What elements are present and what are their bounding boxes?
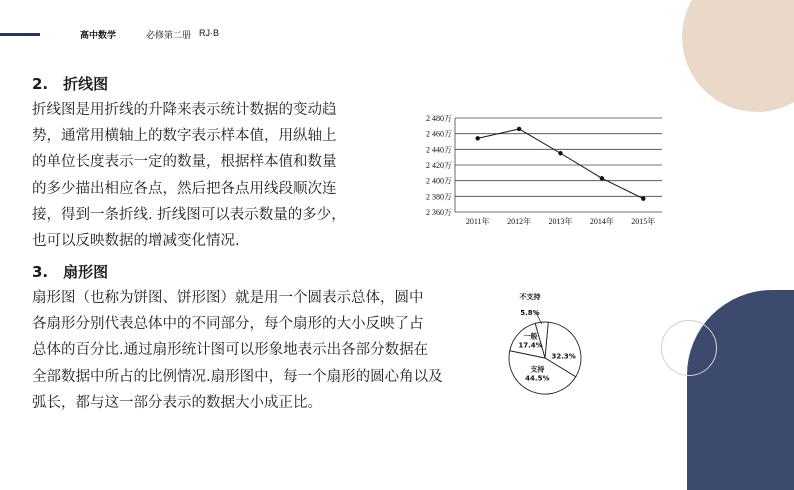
pie-slice-value: 5.8% [520,309,540,317]
x-tick-label: 2014年 [589,217,614,226]
pie-slice-value: 44.5% [525,374,550,383]
header-subject: 高中数学 [80,31,117,41]
pie-slice-label: 一般 [523,332,538,341]
paragraph-line: 接，得到一条折线. 折线图可以表示数量的多少， [32,206,346,223]
x-tick-label: 2011年 [465,217,490,226]
paragraph-line: 也可以反映数据的增减变化情况. [32,233,240,250]
section-heading-line-chart: 2. 折线图 [32,75,109,93]
header-edition: RJ·B [199,28,219,38]
paragraph-line: 总体的百分比.通过扇形统计图可以形象地表示出各部分数据在 [32,342,429,359]
section-heading-pie-chart: 3. 扇形图 [32,263,109,281]
y-tick-label: 2 480万 [426,114,452,123]
paragraph-line: 折线图是用折线的升降来表示统计数据的变动趋 [32,102,337,118]
paragraph-line: 势，通常用横轴上的数字表示样本值，用纵轴上 [32,128,337,145]
x-tick-label: 2015年 [631,217,656,226]
paragraph-line: 的多少描出相应各点，然后把各点用线段顺次连 [32,180,337,197]
paragraph-line: 的单位长度表示一定的数量，根据样本值和数量 [32,154,337,171]
x-tick-label: 2012年 [507,217,532,226]
paragraph-line: 各扇形分别代表总体中的不同部分，每个扇形的大小反映了占 [32,316,424,333]
y-tick-label: 2 400万 [426,176,452,186]
y-tick-label: 2 440万 [426,145,452,155]
paragraph-line: 全部数据中所占的比例情况.扇形图中，每一个扇形的圆心角以及 [32,368,443,385]
pie-slice-value: 17.4% [518,341,543,350]
paragraph-line: 扇形图（也称为饼图、饼形图）就是用一个圆表示总体，圆中 [32,290,424,306]
pie-slice-label: 支持 [530,365,545,374]
header-book: 必修第二册 [146,31,192,41]
y-tick-label: 2 420万 [426,161,452,170]
paragraph-line: 弧长，都与这一部分表示的数据大小成正比。 [32,394,322,411]
pie-slice-label: 不支持 [519,293,541,301]
y-tick-label: 2 360万 [426,208,452,217]
y-tick-label: 2 380万 [426,192,452,202]
pie-slice-value: 32.3% [551,352,576,361]
x-tick-label: 2013年 [548,217,573,226]
y-tick-label: 2 460万 [426,129,452,139]
